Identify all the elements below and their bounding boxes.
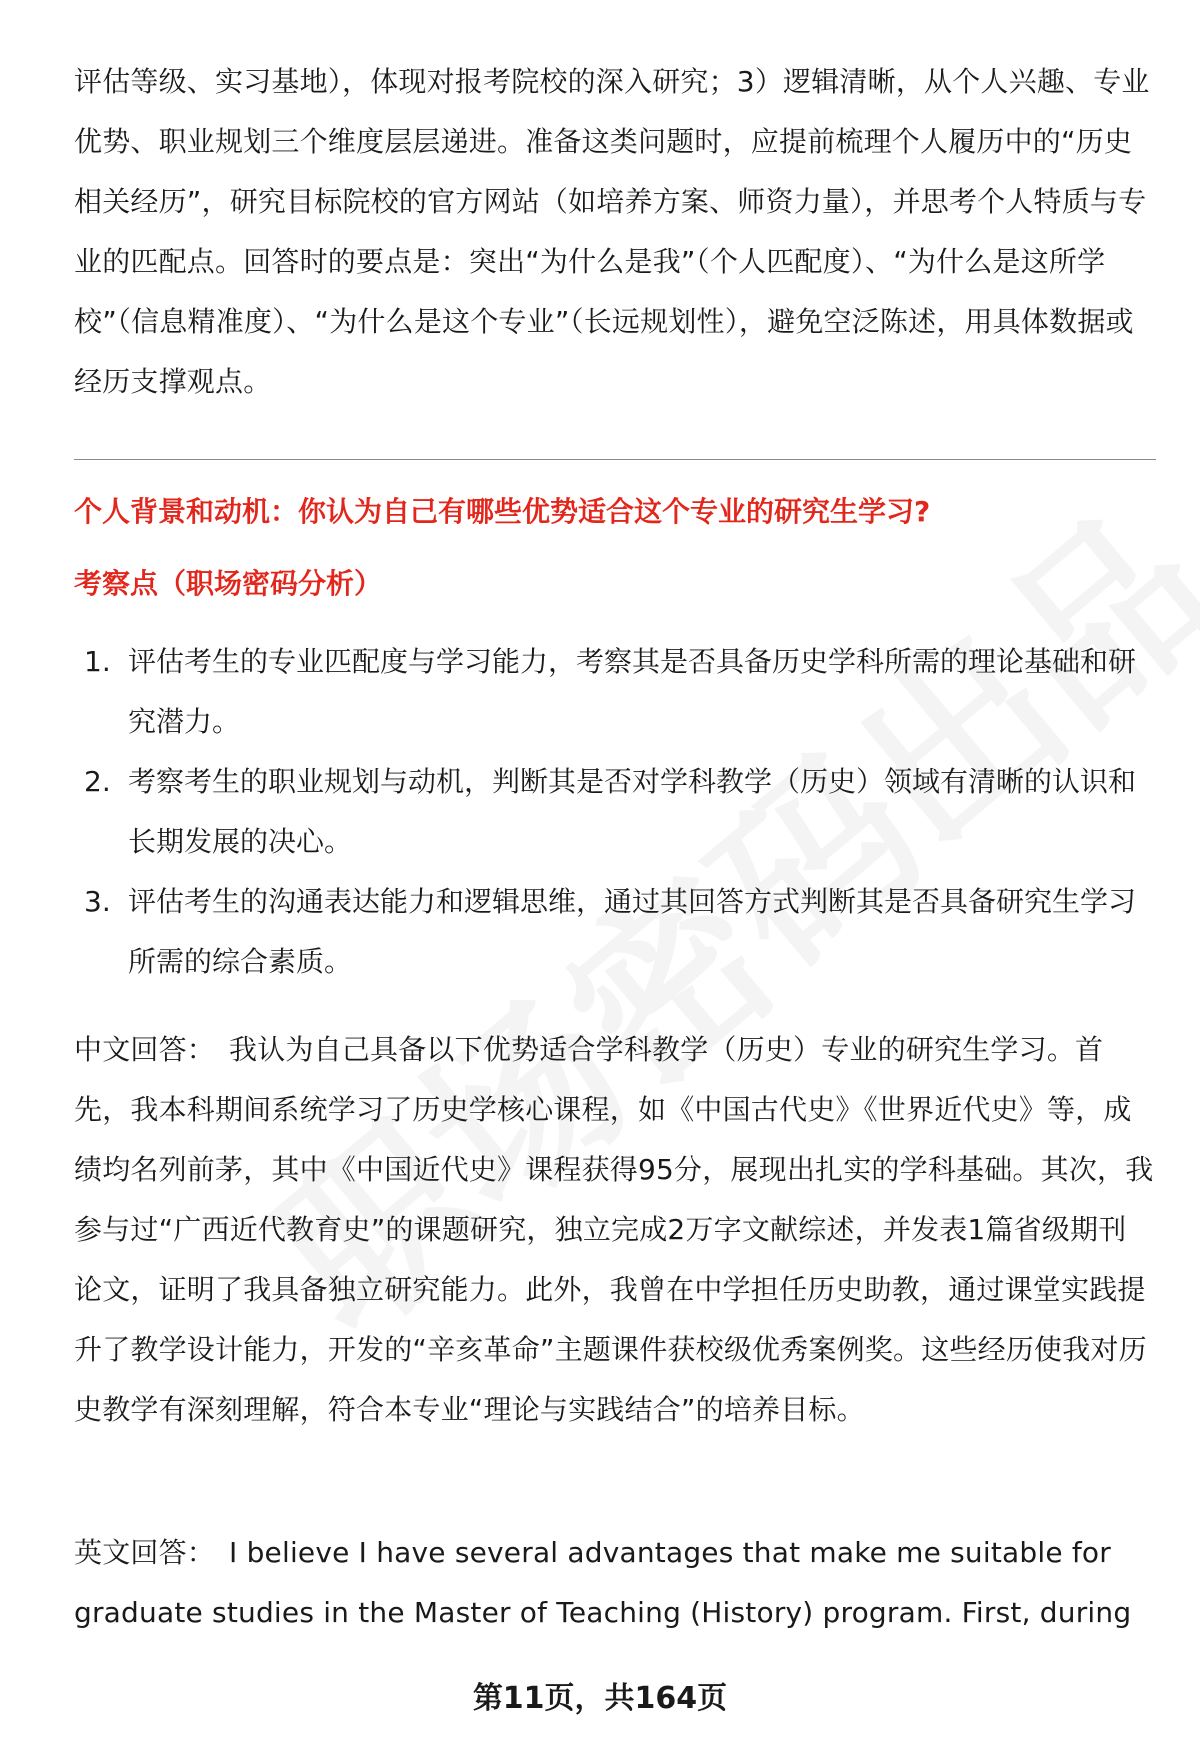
list-item [74,752,1154,872]
question-title: 个人背景和动机：你认为自己有哪些优势适合这个专业的研究生学习? [74,495,931,528]
chinese-answer [74,1020,1154,1440]
english-answer-text: I believe I have several advantages that make me suitable for graduate studies in the Master of Teaching (History) program. First, during [74,1536,1132,1629]
intro-paragraph: 评估等级、实习基地），体现对报考院校的深入研究；3）逻辑清晰，从个人兴趣、专业优势、职业规划三个维度层层递进。准备这类问题时，应提前梳理个人履历中的“历史相关经历”，研究目标院校的官方网站（如培养方案、师资力量），并思考个人特质与专业的匹配点。回答时的要点是：突出“为什么是我”（个人匹配度）、“为什么是这所学校”（信息精准度）、“为什么是这个专业”（长远规划性），避免空泛陈述，用具体数据或经历支撑观点。 [74,65,1150,398]
list-item-text: 评估考生的沟通表达能力和逻辑思维，通过其回答方式判断其是否具备研究生学习所需的综合素质。 [128,885,1137,978]
english-answer-label: 英文回答： [74,1536,216,1569]
assessment-points-list [74,632,1154,992]
list-item [74,872,1154,992]
list-item-text: 评估考生的专业匹配度与学习能力，考察其是否具备历史学科所需的理论基础和研究潜力。 [128,645,1137,738]
list-item-number: 2. [84,765,111,798]
assessment-section-title: 考察点（职场密码分析） [74,567,383,600]
list-item-number: 1. [84,645,111,678]
chinese-answer-label: 中文回答： [74,1033,216,1066]
page-footer: 第11页，共164页 [472,1681,728,1716]
english-answer [74,1523,1154,1643]
chinese-answer-text: 我认为自己具备以下优势适合学科教学（历史）专业的研究生学习。首先，我本科期间系统学习了历史学核心课程，如《中国古代史》《世界近代史》等，成绩均名列前茅，其中《中国近代史》课程获得95分，展现出扎实的学科基础。其次，我参与过“广西近代教育史”的课题研究，独立完成2万字文献综述，并发表1篇省级期刊论文，证明了我具备独立研究能力。此外，我曾在中学担任历史助教，通过课堂实践提升了教学设计能力，开发的“辛亥革命”主题课件获校级优秀案例奖。这些经历使我对历史教学有深刻理解，符合本专业“理论与实践结合”的培养目标。 [74,1033,1154,1426]
list-item [74,632,1154,752]
list-item-number: 3. [84,885,111,918]
list-item-text: 考察考生的职业规划与动机，判断其是否对学科教学（历史）领域有清晰的认识和长期发展的决心。 [128,765,1137,858]
section-divider [74,459,1156,460]
